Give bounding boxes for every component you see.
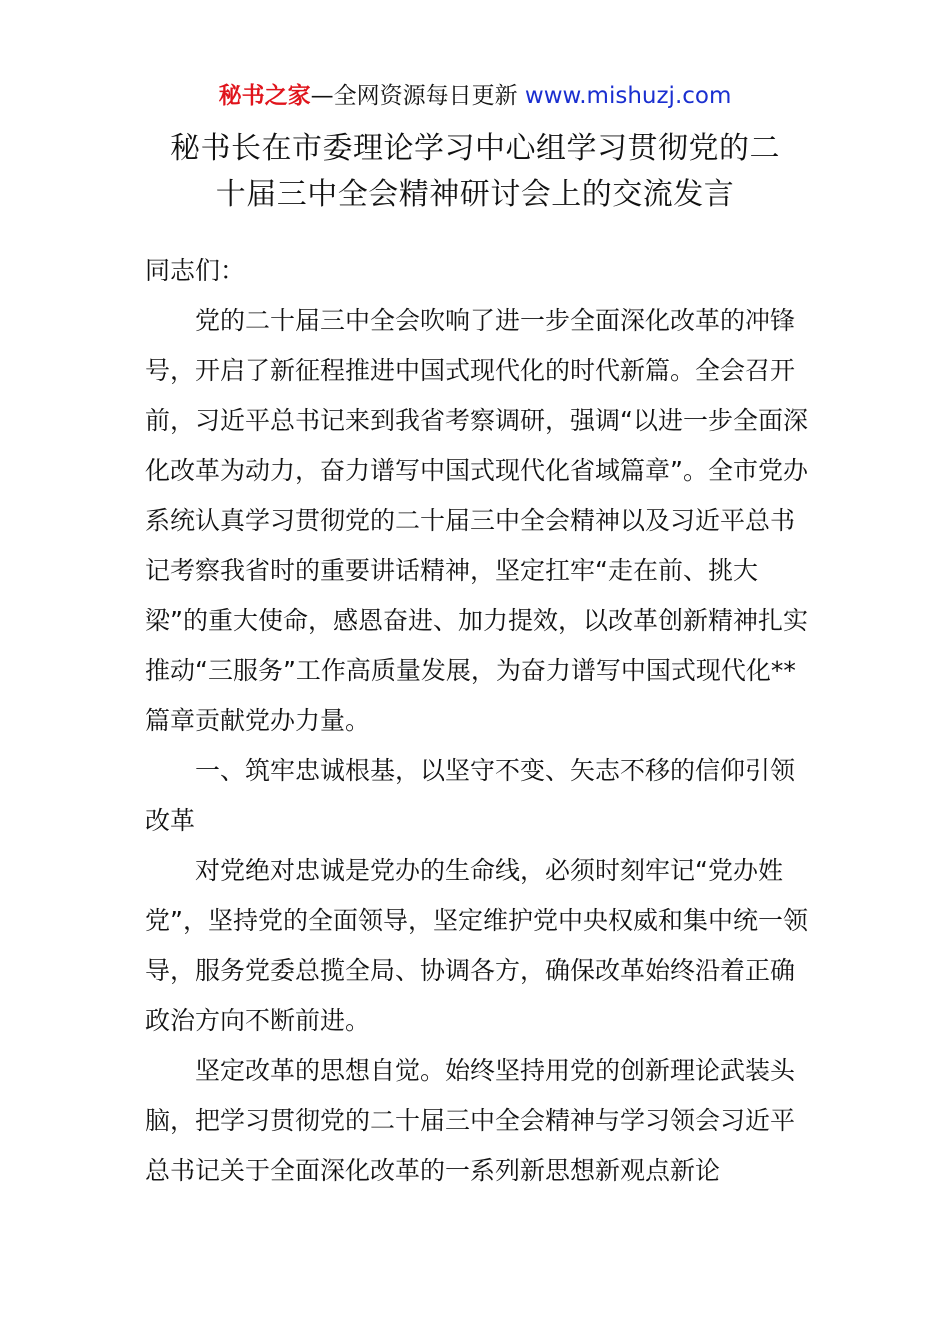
title-line-2: 十届三中全会精神研讨会上的交流发言 [215, 177, 735, 212]
document-body [145, 246, 810, 1196]
paragraph-reform-awareness: 坚定改革的思想自觉。始终坚持用党的创新理论武装头脑，把学习贯彻党的二十届三中全会精神与学习领会习近平总书记关于全面深化改革的一系列新思想新观点新论 [145, 1056, 796, 1185]
site-url-link[interactable]: www.mishuzj.com [524, 83, 732, 109]
paragraph-loyalty: 对党绝对忠诚是党办的生命线，必须时刻牢记“党办姓党”，坚持党的全面领导，坚定维护党中央权威和集中统一领导，服务党委总揽全局、协调各方，确保改革始终沿着正确政治方向不断前进。 [145, 856, 808, 1035]
salutation: 同志们： [145, 256, 246, 285]
paragraph-intro: 党的二十届三中全会吹响了进一步全面深化改革的冲锋号，开启了新征程推进中国式现代化的时代新篇。全会召开前，习近平总书记来到我省考察调研，强调“以进一步全面深化改革为动力，奋力谱写中国式现代化省域篇章”。全市党办系统认真学习贯彻党的二十届三中全会精神以及习近平总书记考察我省时的重要讲话精神，坚定扛牢“走在前、挑大梁”的重大使命，感恩奋进、加力提效，以改革创新精神扎实推动“三服务”工作高质量发展，为奋力谱写中国式现代化**篇章贡献党办力量。 [145, 306, 808, 735]
site-header [0, 80, 950, 112]
document-title [100, 126, 850, 218]
title-line-1: 秘书长在市委理论学习中心组学习贯彻党的二 [170, 131, 780, 166]
section-heading-1: 一、筑牢忠诚根基，以坚守不变、矢志不移的信仰引领改革 [145, 756, 796, 835]
site-brand: 秘书之家 [218, 83, 311, 109]
site-tagline: —全网资源每日更新 [310, 83, 525, 109]
